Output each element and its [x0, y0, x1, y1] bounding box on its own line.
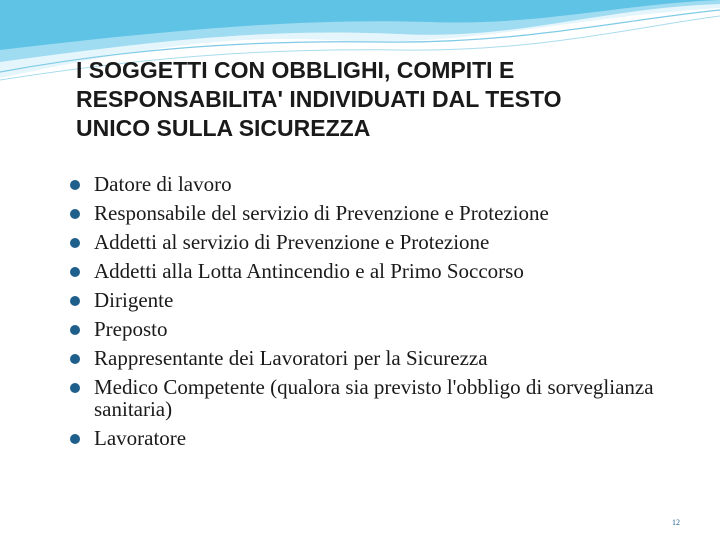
list-item — [70, 173, 700, 195]
list-item-text: Addetti alla Lotta Antincendio e al Primo Soccorso — [94, 259, 524, 283]
list-item — [70, 260, 700, 282]
bullet-dot-icon — [70, 296, 80, 306]
list-item-text: Preposto — [94, 317, 168, 341]
subjects-list — [70, 173, 700, 456]
list-item — [70, 289, 700, 311]
list-item-text: Lavoratore — [94, 426, 187, 450]
bullet-dot-icon — [70, 354, 80, 364]
list-item — [70, 202, 700, 224]
bullet-dot-icon — [70, 209, 80, 219]
list-item — [70, 347, 700, 369]
title-line: I SOGGETTI CON OBBLIGHI, COMPITI E — [76, 57, 515, 83]
bullet-dot-icon — [70, 238, 80, 248]
list-item — [70, 318, 700, 340]
list-item — [70, 231, 700, 253]
list-item-text: Datore di lavoro — [94, 172, 232, 196]
title-line: UNICO SULLA SICUREZZA — [76, 115, 371, 141]
slide-title — [76, 56, 696, 143]
bullet-dot-icon — [70, 180, 80, 190]
bullet-dot-icon — [70, 383, 80, 393]
list-item-text: Addetti al servizio di Prevenzione e Protezione — [94, 230, 490, 254]
list-item — [70, 427, 700, 449]
list-item-text: Dirigente — [94, 288, 174, 312]
page-number: 12 — [672, 518, 680, 527]
list-item — [70, 376, 700, 420]
list-item-text: Rappresentante dei Lavoratori per la Sicurezza — [94, 346, 488, 370]
bullet-dot-icon — [70, 267, 80, 277]
bullet-dot-icon — [70, 434, 80, 444]
title-line: RESPONSABILITA' INDIVIDUATI DAL TESTO — [76, 86, 562, 112]
list-item-text: Responsabile del servizio di Prevenzione e Protezione — [94, 201, 549, 225]
list-item-text: Medico Competente (qualora sia previsto l'obbligo di sorveglianza sanitaria) — [94, 375, 654, 421]
bullet-dot-icon — [70, 325, 80, 335]
